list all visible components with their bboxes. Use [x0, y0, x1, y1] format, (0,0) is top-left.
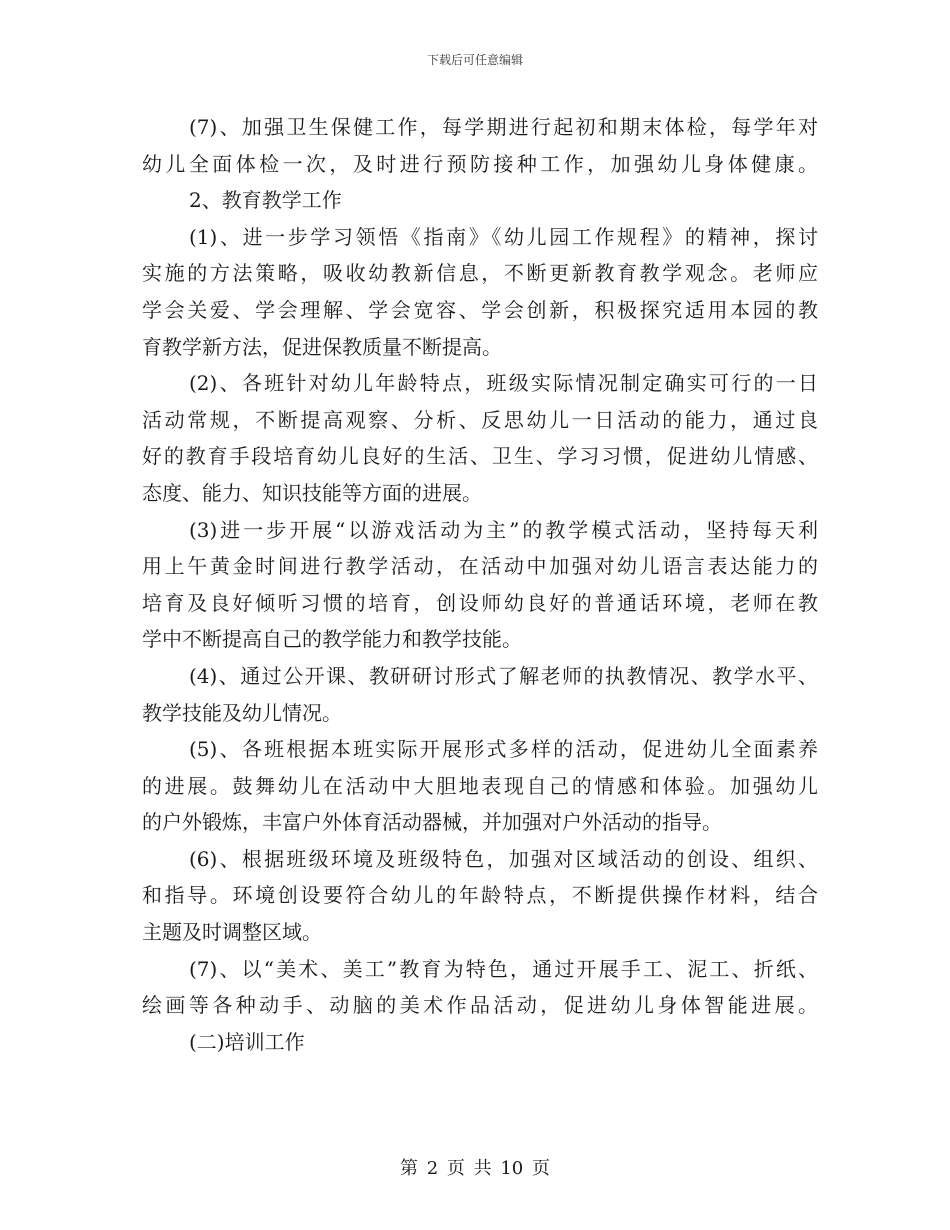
text-line: 学中不断提高自己的教学能力和教学技能。 [142, 627, 522, 652]
document-body [142, 109, 818, 1060]
paragraph [142, 731, 818, 841]
page-header: 下载后可任意编辑 [426, 53, 523, 67]
section-heading [142, 1024, 818, 1061]
text-line: 育教学新方法，促进保教质量不断提高。 [142, 334, 502, 359]
text-line: (4)、通过公开课、教研研讨形式了解老师的执教情况、教学水平、 [189, 663, 818, 688]
paragraph [142, 109, 818, 182]
text-line: (7)、以“美术、美工”教育为特色，通过开展手工、泥工、折纸、 [189, 956, 818, 981]
text-line: 好的教育手段培育幼儿良好的生活、卫生、学习习惯，促进幼儿情感、 [142, 444, 818, 469]
text-line: 主题及时调整区域。 [142, 920, 322, 945]
paragraph [142, 841, 818, 951]
text-line: 培育及良好倾听习惯的培育，创设师幼良好的普通话环境，老师在教 [142, 590, 818, 615]
paragraph [142, 365, 818, 511]
paragraph [142, 658, 818, 731]
text-line: (2)、各班针对幼儿年龄特点，班级实际情况制定确实可行的一日 [189, 371, 818, 396]
text-line: 态度、能力、知识技能等方面的进展。 [142, 480, 482, 505]
paragraph [142, 512, 818, 658]
text-line: 2、教育教学工作 [189, 188, 342, 213]
paragraph [142, 219, 818, 365]
text-line: (6)、根据班级环境及班级特色，加强对区域活动的创设、组织、 [189, 846, 818, 871]
text-line: 的户外锻炼，丰富户外体育活动器械，并加强对户外活动的指导。 [142, 810, 722, 835]
text-line: (3)进一步开展“以游戏活动为主”的教学模式活动，坚持每天利 [189, 517, 818, 542]
text-line: 和指导。环境创设要符合幼儿的年龄特点，不断提供操作材料，结合 [142, 883, 818, 908]
paragraph [142, 951, 818, 1024]
text-line: 教学技能及幼儿情况。 [142, 700, 342, 725]
text-line: 幼儿全面体检一次，及时进行预防接种工作，加强幼儿身体健康。 [142, 151, 818, 176]
section-heading [142, 182, 818, 219]
text-line: (7)、加强卫生保健工作，每学期进行起初和期末体检，每学年对 [189, 115, 818, 139]
text-line: 用上午黄金时间进行教学活动，在活动中加强对幼儿语言表达能力的 [142, 554, 818, 579]
page-footer: 第 2 页 共 10 页 [400, 1158, 550, 1179]
text-line: (1)、进一步学习领悟《指南》《幼儿园工作规程》的精神，探讨 [189, 224, 818, 249]
text-line: 实施的方法策略，吸收幼教新信息，不断更新教育教学观念。老师应 [142, 261, 818, 286]
text-line: 学会关爱、学会理解、学会宽容、学会创新，积极探究适用本园的教 [142, 297, 818, 322]
text-line: 活动常规，不断提高观察、分析、反思幼儿一日活动的能力，通过良 [142, 407, 818, 432]
text-line: 绘画等各种动手、动脑的美术作品活动，促进幼儿身体智能进展。 [142, 993, 818, 1018]
text-line: (二)培训工作 [189, 1029, 305, 1054]
text-line: (5)、各班根据本班实际开展形式多样的活动，促进幼儿全面素养 [189, 737, 818, 762]
text-line: 的进展。鼓舞幼儿在活动中大胆地表现自己的情感和体验。加强幼儿 [142, 773, 818, 798]
